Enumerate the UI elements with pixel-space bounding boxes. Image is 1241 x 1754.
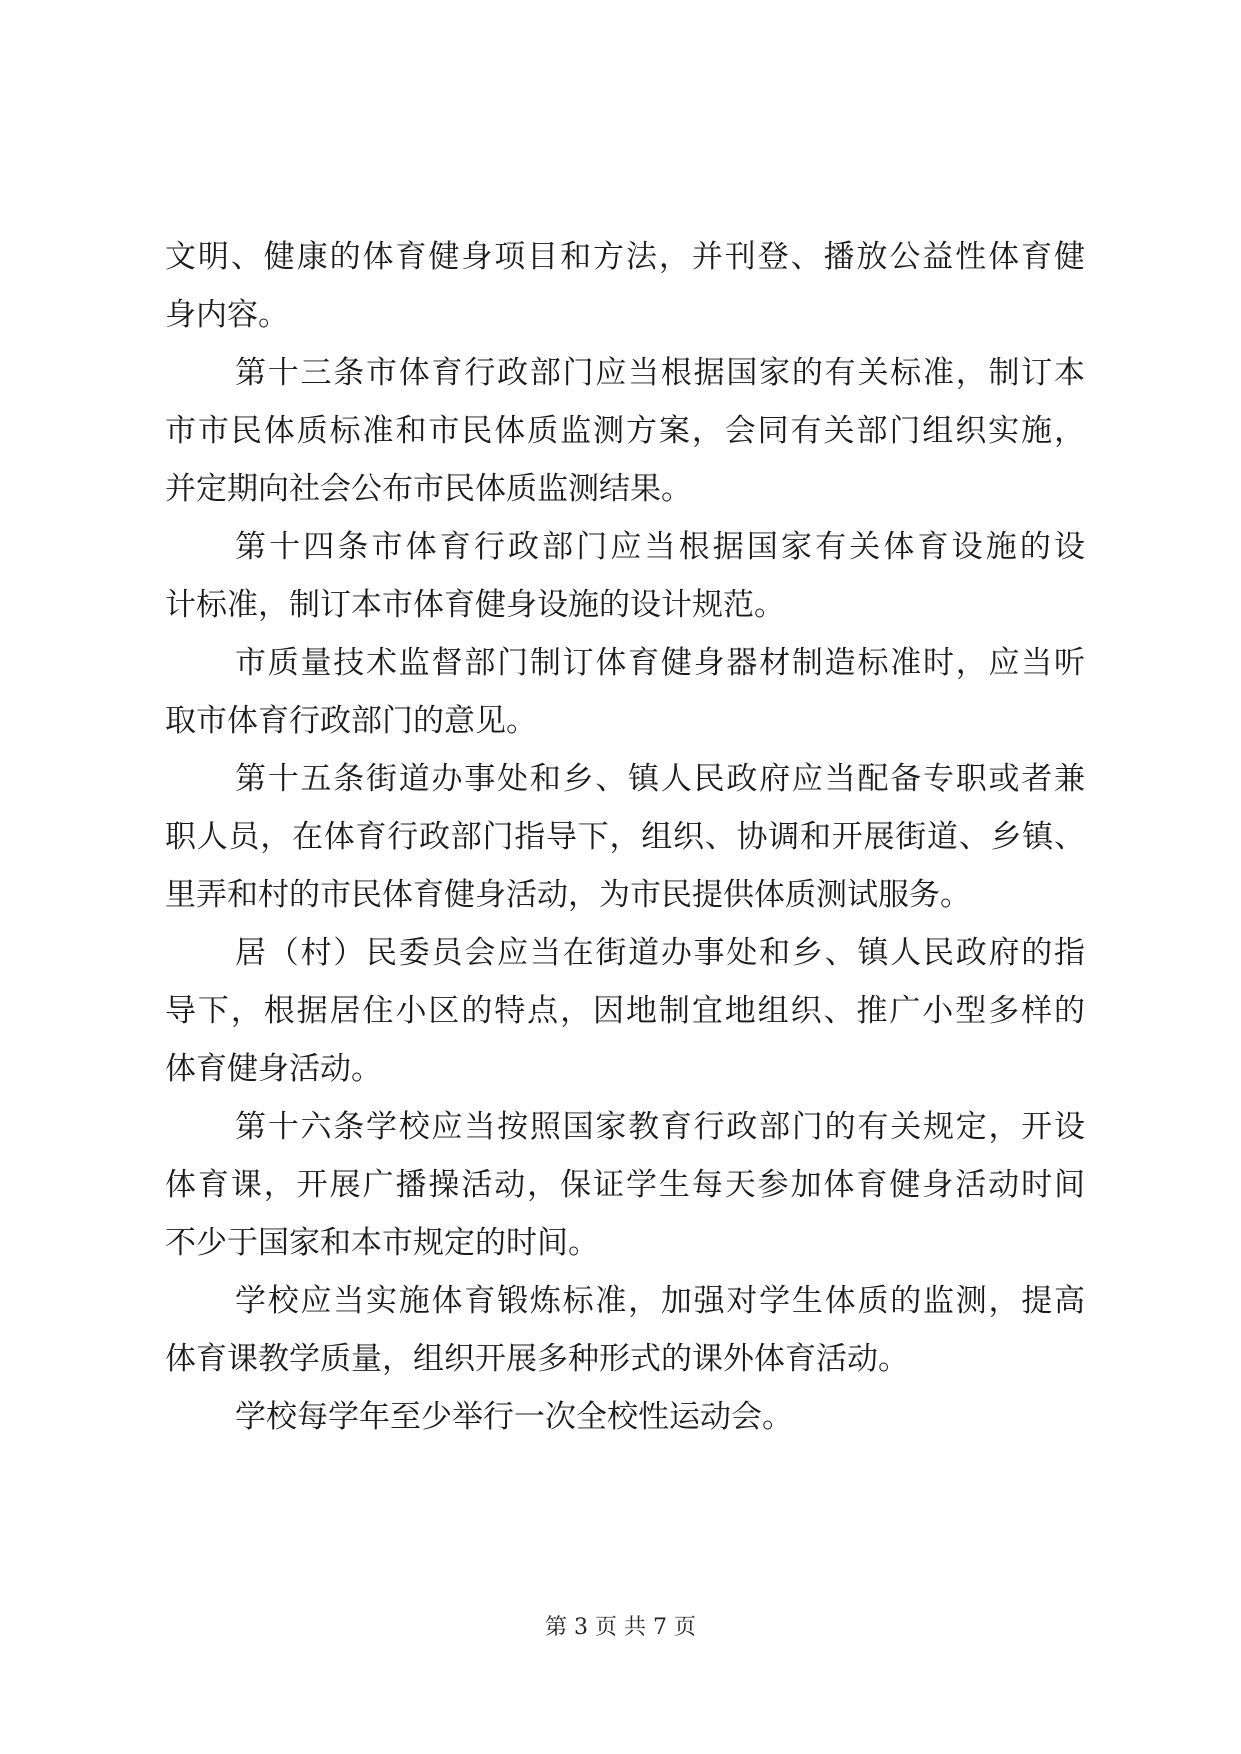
document-body	[165, 228, 1085, 1446]
text-line: 职人员，在体育行政部门指导下，组织、协调和开展街道、乡镇、	[165, 819, 1085, 855]
text-line: 取市体育行政部门的意见。	[165, 703, 537, 739]
text-line: 里弄和村的市民体育健身活动，为市民提供体质测试服务。	[165, 877, 971, 913]
text-line: 学校应当实施体育锻炼标准，加强对学生体质的监测，提高	[235, 1283, 1085, 1319]
text-line: 市市民体质标准和市民体质监测方案，会同有关部门组织实施，	[165, 413, 1085, 449]
text-line: 并定期向社会公布市民体质监测结果。	[165, 471, 692, 507]
text-line: 体育课教学质量，组织开展多种形式的课外体育活动。	[165, 1341, 909, 1377]
text-line: 第十四条市体育行政部门应当根据国家有关体育设施的设	[235, 529, 1085, 565]
text-line: 体育健身活动。	[165, 1051, 382, 1087]
text-line: 身内容。	[165, 297, 289, 333]
text-line: 文明、健康的体育健身项目和方法，并刊登、播放公益性体育健	[165, 239, 1085, 275]
text-line: 第十五条街道办事处和乡、镇人民政府应当配备专职或者兼	[235, 761, 1085, 797]
text-line: 市质量技术监督部门制订体育健身器材制造标准时，应当听	[235, 645, 1085, 681]
text-line: 居（村）民委员会应当在街道办事处和乡、镇人民政府的指	[235, 935, 1085, 971]
text-line: 不少于国家和本市规定的时间。	[165, 1225, 599, 1261]
page-footer: 第 3 页 共 7 页	[545, 1615, 696, 1640]
text-line: 学校每学年至少举行一次全校性运动会。	[235, 1399, 793, 1435]
text-line: 第十六条学校应当按照国家教育行政部门的有关规定，开设	[235, 1109, 1085, 1145]
text-line: 体育课，开展广播操活动，保证学生每天参加体育健身活动时间	[165, 1167, 1085, 1203]
text-line: 导下，根据居住小区的特点，因地制宜地组织、推广小型多样的	[165, 993, 1085, 1029]
text-line: 第十三条市体育行政部门应当根据国家的有关标准，制订本	[235, 355, 1085, 391]
text-line: 计标准，制订本市体育健身设施的设计规范。	[165, 587, 785, 623]
